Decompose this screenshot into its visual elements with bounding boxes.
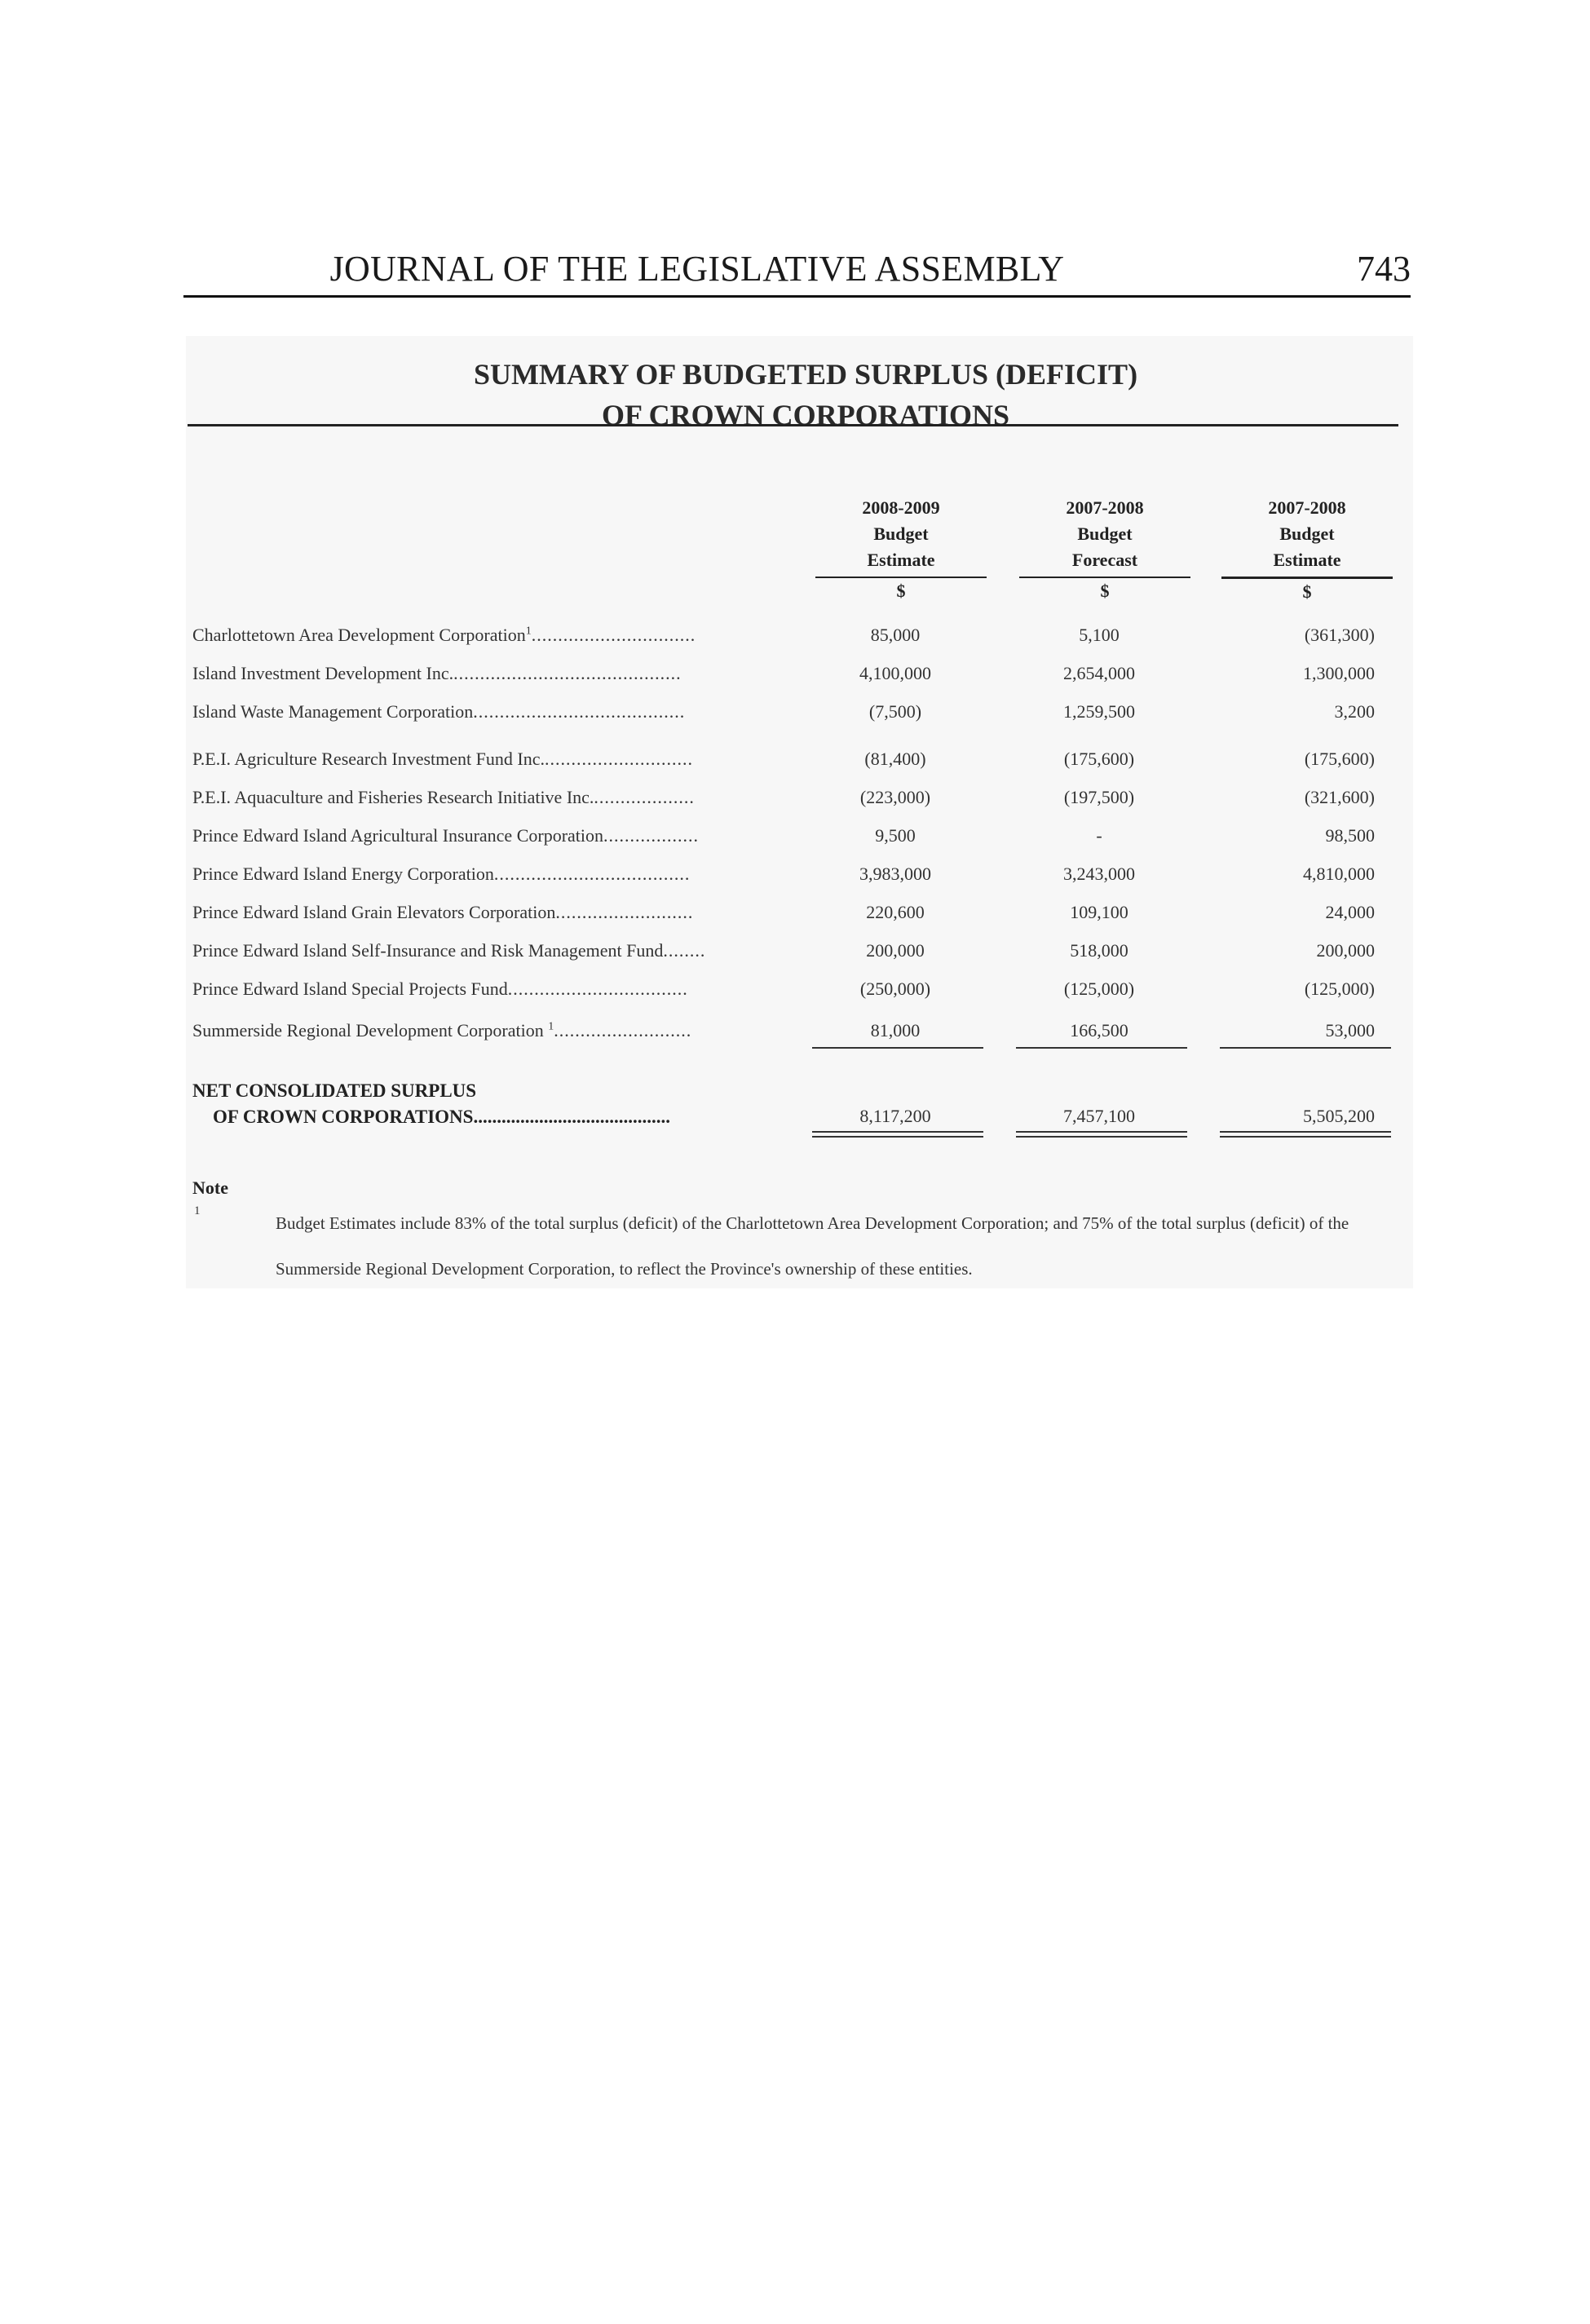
corporation-name: P.E.I. Aquaculture and Fisheries Research Initiative Inc. <box>192 787 594 807</box>
footnote-marker: 1 <box>525 625 532 638</box>
cell-value: (223,000) <box>859 787 931 807</box>
net-total-value: 5,505,200 <box>1303 1106 1375 1126</box>
total-double-rule <box>1220 1136 1391 1138</box>
row-label <box>192 745 804 773</box>
table-row <box>192 621 1399 649</box>
table-row <box>192 745 1399 773</box>
column-unit: $ <box>1221 577 1393 605</box>
cell-value: (175,600) <box>1304 749 1375 769</box>
cell-value: 4,100,000 <box>859 663 931 683</box>
summary-title-line1: SUMMARY OF BUDGETED SURPLUS (DEFICIT) <box>473 358 1138 391</box>
total-double-rule <box>812 1136 983 1138</box>
row-label <box>192 822 804 850</box>
row-label <box>192 860 804 888</box>
note-text: Budget Estimates include 83% of the total surplus (deficit) of the Charlottetown Area Development Corporation; and 75% of the total surplus (deficit) of the Summerside Regional Development Corporation, to reflect the Province's ownership of these entities. <box>276 1213 1349 1279</box>
table-row <box>192 822 1399 850</box>
corporation-name: Prince Edward Island Self-Insurance and Risk Management Fund <box>192 940 664 961</box>
corporation-name: Prince Edward Island Grain Elevators Corporation <box>192 902 556 922</box>
subtotal-rule <box>1016 1047 1187 1049</box>
footnote-marker: 1 <box>548 1020 554 1033</box>
cell-value: (81,400) <box>864 749 926 769</box>
leader-dots: ............................ <box>544 749 693 769</box>
cell-value: 9,500 <box>875 825 916 846</box>
subtotal-rule <box>812 1047 983 1049</box>
cell-value: (197,500) <box>1063 787 1135 807</box>
cell-value: (250,000) <box>859 979 931 999</box>
title-rule <box>188 424 1398 426</box>
leader-dots: ........ <box>663 940 706 961</box>
page-number: 743 <box>1357 249 1411 289</box>
net-total-row <box>192 1102 1399 1130</box>
cell-value: (7,500) <box>868 701 922 722</box>
summary-title <box>186 354 1425 435</box>
leader-dots: .......................... <box>554 1020 692 1040</box>
cell-value: (175,600) <box>1063 749 1135 769</box>
cell-value: (321,600) <box>1304 787 1375 807</box>
corporation-name: Prince Edward Island Agricultural Insurance Corporation <box>192 825 604 846</box>
row-label <box>192 899 804 926</box>
table-row <box>192 899 1399 926</box>
cell-value: (125,000) <box>1063 979 1135 999</box>
table-row <box>192 937 1399 965</box>
row-label <box>192 784 804 811</box>
cell-value: 2,654,000 <box>1063 663 1135 683</box>
cell-value: - <box>1096 825 1102 846</box>
net-total-leader-dots: .......................................... <box>473 1107 670 1127</box>
cell-value: 1,300,000 <box>1303 663 1375 683</box>
column-header-2008-2009-estimate: 2008-2009 Budget Estimate $ <box>815 495 987 604</box>
net-total-value: 7,457,100 <box>1063 1106 1135 1126</box>
corporation-name: Island Investment Development Inc. <box>192 663 454 683</box>
total-double-rule <box>1016 1136 1187 1138</box>
cell-value: 24,000 <box>1325 902 1375 922</box>
total-double-rule <box>1220 1131 1391 1133</box>
cell-value: 4,810,000 <box>1303 864 1375 884</box>
cell-value: 3,200 <box>1334 701 1375 722</box>
cell-value: 53,000 <box>1325 1020 1375 1040</box>
corporation-name: Summerside Regional Development Corporation <box>192 1020 549 1040</box>
corporation-name: P.E.I. Agriculture Research Investment Fund Inc. <box>192 749 545 769</box>
table-row <box>192 660 1399 687</box>
cell-value: (125,000) <box>1304 979 1375 999</box>
leader-dots: ................... <box>594 787 695 807</box>
column-header-2007-2008-forecast: 2007-2008 Budget Forecast $ <box>1019 495 1190 604</box>
leader-dots: ........................................... <box>453 663 682 683</box>
corporation-name: Prince Edward Island Energy Corporation <box>192 864 494 884</box>
leader-dots: .......................... <box>555 902 694 922</box>
corporation-name: Island Waste Management Corporation <box>192 701 474 722</box>
cell-value: 518,000 <box>1070 940 1128 961</box>
cell-value: 220,600 <box>866 902 925 922</box>
corporation-name: Charlottetown Area Development Corporation <box>192 625 526 645</box>
cell-value: 200,000 <box>866 940 925 961</box>
net-total-value: 8,117,200 <box>859 1106 931 1126</box>
cell-value: 3,243,000 <box>1063 864 1135 884</box>
corporation-name: Prince Edward Island Special Projects Fund <box>192 979 508 999</box>
leader-dots: ..................................... <box>493 864 691 884</box>
subtotal-rule <box>1220 1047 1391 1049</box>
cell-value: 3,983,000 <box>859 864 931 884</box>
cell-value: 98,500 <box>1325 825 1375 846</box>
table-row <box>192 698 1399 726</box>
cell-value: 85,000 <box>870 625 921 645</box>
page-header <box>183 245 1411 298</box>
row-label <box>192 621 804 649</box>
row-label <box>192 975 804 1003</box>
cell-value: 109,100 <box>1070 902 1128 922</box>
cell-value: 200,000 <box>1316 940 1375 961</box>
cell-value: 5,100 <box>1079 625 1120 645</box>
journal-title: JOURNAL OF THE LEGISLATIVE ASSEMBLY <box>329 249 1065 289</box>
note-heading: Note <box>192 1177 228 1198</box>
leader-dots: .................................. <box>507 979 688 999</box>
table-row <box>192 784 1399 811</box>
column-unit: $ <box>815 577 987 604</box>
cell-value: 1,259,500 <box>1063 701 1135 722</box>
row-label <box>192 937 804 965</box>
table-row <box>192 1017 1399 1045</box>
leader-dots: ............................... <box>531 625 696 645</box>
net-total-label-line2: OF CROWN CORPORATIONS <box>213 1107 474 1127</box>
table-row <box>192 860 1399 888</box>
leader-dots: .................. <box>603 825 700 846</box>
row-label <box>192 660 804 687</box>
table-row <box>192 975 1399 1003</box>
note-marker: 1 <box>194 1204 201 1217</box>
row-label <box>192 1017 804 1045</box>
summary-table-image <box>186 336 1413 1288</box>
column-header-2007-2008-estimate: 2007-2008 Budget Estimate $ <box>1221 495 1393 605</box>
cell-value: 81,000 <box>870 1020 921 1040</box>
total-double-rule <box>1016 1131 1187 1133</box>
cell-value: 166,500 <box>1070 1020 1128 1040</box>
column-unit: $ <box>1019 577 1190 604</box>
net-total-label-line1: NET CONSOLIDATED SURPLUS <box>192 1080 477 1101</box>
summary-title-line2: OF CROWN CORPORATIONS <box>601 399 1009 431</box>
cell-value: (361,300) <box>1304 625 1375 645</box>
row-label <box>192 698 804 726</box>
leader-dots: ........................................ <box>473 701 686 722</box>
total-double-rule <box>812 1131 983 1133</box>
